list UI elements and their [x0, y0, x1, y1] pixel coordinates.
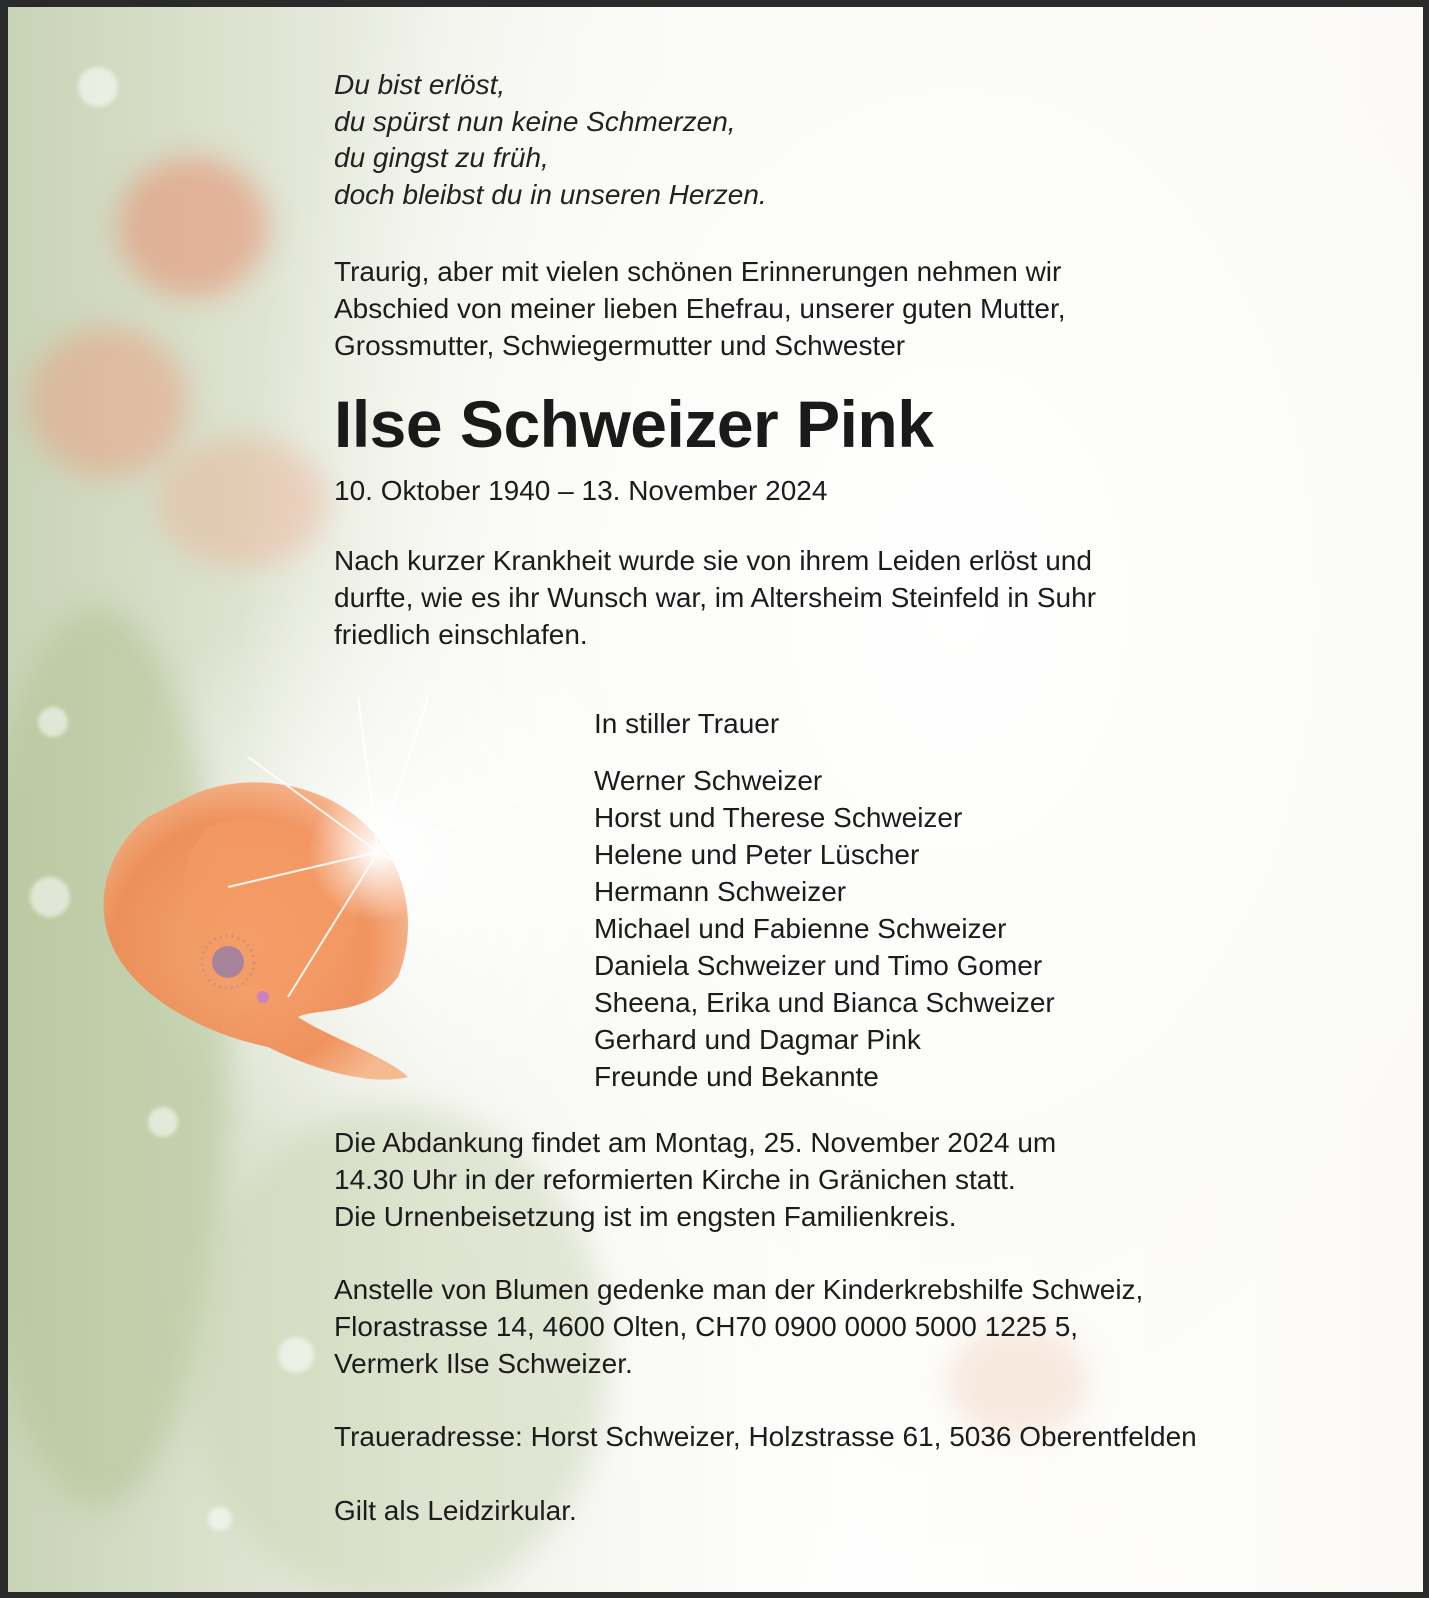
background-poppy-blur [118, 157, 268, 297]
ceremony-line: Die Urnenbeisetzung ist im engsten Familienkreis. [334, 1201, 957, 1232]
intro-line: Grossmutter, Schwiegermutter und Schwester [334, 330, 906, 361]
bokeh-dot [30, 877, 70, 917]
bokeh-dot [208, 1507, 232, 1531]
passing-line: durfte, wie es ihr Wunsch war, im Altersheim Steinfeld in Suhr [334, 582, 1097, 613]
donation-info [334, 1271, 1394, 1382]
mourner-name: Freunde und Bekannte [594, 1061, 879, 1092]
ceremony-line: 14.30 Uhr in der reformierten Kirche in Gränichen statt. [334, 1164, 1016, 1195]
ceremony-line: Die Abdankung findet am Montag, 25. November 2024 um [334, 1127, 1057, 1158]
passing-note [334, 542, 1394, 653]
intro-paragraph [334, 253, 1394, 364]
closing-note: Gilt als Leidzirkular. [334, 1495, 577, 1526]
mourner-name: Sheena, Erika und Bianca Schweizer [594, 987, 1055, 1018]
donation-line: Vermerk Ilse Schweizer. [334, 1348, 633, 1379]
passing-line: Nach kurzer Krankheit wurde sie von ihrem Leiden erlöst und [334, 545, 1092, 576]
obituary-content [334, 67, 1394, 653]
bokeh-dot [148, 1107, 178, 1137]
bokeh-dot [78, 67, 118, 107]
closing-block [334, 1492, 1394, 1529]
background-poppy-blur [158, 437, 328, 567]
ceremony-info [334, 1124, 1394, 1235]
poem [334, 67, 1394, 213]
bokeh-dot [38, 707, 68, 737]
mourner-name: Michael und Fabienne Schweizer [594, 913, 1007, 944]
mourning-address: Traueradresse: Horst Schweizer, Holzstrasse 61, 5036 Oberentfelden [334, 1421, 1197, 1452]
poem-line: Du bist erlöst, [334, 69, 506, 100]
mourner-name: Hermann Schweizer [594, 876, 847, 907]
poem-line: du spürst nun keine Schmerzen, [334, 105, 736, 137]
sparkle-light [228, 697, 548, 1017]
mourner-name: Werner Schweizer [594, 765, 823, 796]
background-poppy-blur [28, 327, 188, 477]
donation-line: Anstelle von Blumen gedenke man der Kinderkrebshilfe Schweiz, [334, 1274, 1144, 1305]
poem-line: doch bleibst du in unseren Herzen. [334, 178, 767, 210]
mourner-name: Helene und Peter Lüscher [594, 839, 920, 870]
mourners-list [594, 762, 1294, 1095]
passing-line: friedlich einschlafen. [334, 619, 588, 650]
mourning-address-block [334, 1418, 1394, 1455]
mourner-name: Horst und Therese Schweizer [594, 802, 963, 833]
bokeh-dot [278, 1337, 314, 1373]
deceased-name: Ilse Schweizer Pink [334, 387, 934, 461]
donation-line: Florastrasse 14, 4600 Olten, CH70 0900 0000 5000 1225 5, [334, 1311, 1079, 1342]
mourning-heading: In stiller Trauer [594, 708, 780, 739]
intro-line: Traurig, aber mit vielen schönen Erinnerungen nehmen wir [334, 256, 1062, 287]
mourner-name: Gerhard und Dagmar Pink [594, 1024, 921, 1055]
poem-line: du gingst zu früh, [334, 142, 549, 173]
mourner-name: Daniela Schweizer und Timo Gomer [594, 950, 1043, 981]
intro-line: Abschied von meiner lieben Ehefrau, unserer guten Mutter, [334, 293, 1066, 324]
mourners-section [594, 705, 1294, 1095]
life-dates: 10. Oktober 1940 – 13. November 2024 [334, 475, 828, 506]
